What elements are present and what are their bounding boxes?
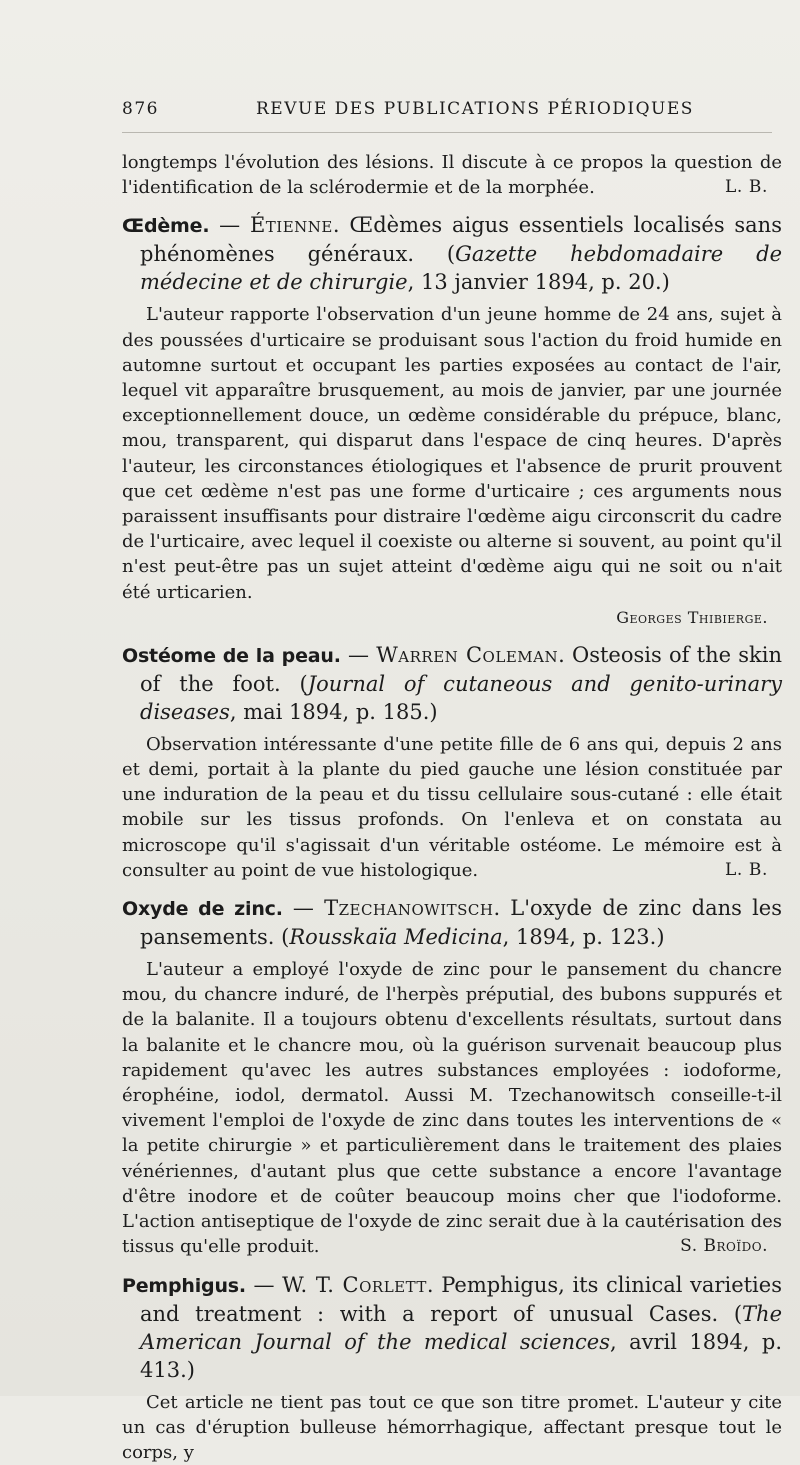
article-dash: — <box>246 1273 282 1297</box>
article-journal: Gazette hebdomadaire de médecine et de chirurgie <box>140 242 782 294</box>
article-journal: Journal of cutaneous and genito-urinary diseases <box>140 672 782 724</box>
article-body <box>122 957 782 1259</box>
article-body: L'auteur rapporte l'observation d'un jeune homme de 24 ans, sujet à des poussées d'urticaire se produisant sous l'action du froid humide en automne surtout et occupant les parties exposées au contact de l'air, lequel vit apparaître brusquement, au mois de janvier, par une journée exceptionnellement douce, un œdème considérable du prépuce, blanc, mou, transparent, qui disparut dans l'espace de cinq heures. D'après l'auteur, les circonstances étiologiques et l'absence de prurit prouvent que cet œdème n'est pas une forme d'urticaire ; ces arguments nous paraissent insuffisants pour distraire l'œdème aigu circonscrit du cadre de l'urticaire, avec lequel il coexiste ou alterne si souvent, au point qu'il n'est peut-être pas un sujet atteint d'œdème aigu qui ne soit ou n'ait été urticarien. <box>122 302 782 604</box>
article-heading <box>122 1271 782 1384</box>
article-body: Cet article ne tient pas tout ce que son titre promet. L'auteur y cite un cas d'éruption bulleuse hémorrhagique, affectant presque tout le corps, y <box>122 1390 782 1465</box>
article-heading <box>122 641 782 726</box>
article-citation: , mai 1894, p. 185.) <box>230 700 438 724</box>
article-title: . Œdèmes aigus essentiels localisés sans phénomènes généraux. ( <box>140 213 782 266</box>
article-dash: — <box>283 896 324 920</box>
article-citation: , avril 1894, p. 413.) <box>140 1330 782 1382</box>
article-keyword: Œdème. <box>122 215 209 237</box>
article-pemphigus <box>122 1271 782 1465</box>
article-keyword: Oxyde de zinc. <box>122 898 283 920</box>
article-heading <box>122 894 782 951</box>
intro-signature: L. B. <box>725 175 782 200</box>
article-signature <box>122 605 782 630</box>
intro-paragraph <box>122 150 782 200</box>
intro-text: longtemps l'évolution des lésions. Il discute à ce propos la question de l'identification de la sclérodermie et de la morphée. <box>122 152 782 198</box>
article-keyword: Ostéome de la peau. <box>122 645 341 667</box>
article-author: W. T. Corlett <box>282 1273 427 1297</box>
header-rule <box>122 132 772 133</box>
signature-text: Georges Thibierge. <box>616 608 768 627</box>
article-title: . L'oxyde de zinc dans les pansements. ( <box>140 896 782 949</box>
page-content <box>122 150 782 1465</box>
article-journal: Rousskaïa Medicina <box>289 925 502 949</box>
article-keyword: Pemphigus. <box>122 1275 246 1297</box>
article-citation: , 13 janvier 1894, p. 20.) <box>408 270 670 294</box>
article-body-text: L'auteur a employé l'oxyde de zinc pour le pansement du chancre mou, du chancre induré, de l'herpès préputial, des bubons suppurés et de la balanite. Il a toujours obtenu d'excellents résultats, surtout dans la balanite et le chancre mou, où la guérison survenait beaucoup plus rapidement qu'avec les autres substances employées : iodoforme, érophéine, iodol, dermatol. Aussi M. Tzechanowitsch conseille-t-il vivement l'emploi de l'oxyde de zinc dans toutes les interventions de « la petite chirurgie » et particulièrement dans le traitement des plaies vénériennes, d'autant plus que cette substance a encore l'avantage d'être inodore et de coûter beaucoup moins cher que l'iodoforme. L'action antiseptique de l'oxyde de zinc serait due à la cautérisation des tissus qu'elle produit. <box>122 959 782 1257</box>
article-signature: S. Broïdo. <box>656 1234 782 1259</box>
article-author: Étienne <box>250 213 333 237</box>
article-oedeme <box>122 211 782 629</box>
article-title: . Pemphigus, its clinical varieties and treatment : with a report of unusual Cases. ( <box>140 1273 782 1326</box>
article-dash: — <box>209 213 250 237</box>
article-body-text: Observation intéressante d'une petite fille de 6 ans qui, depuis 2 ans et demi, portait à la plante du pied gauche une lésion constituée par une induration de la peau et du tissu cellulaire sous-cutané : elle était mobile sur les tissus profonds. On l'enleva et on constata au microscope qu'il s'agissait d'un véritable ostéome. Le mémoire est à consulter au point de vue histologique. <box>122 734 782 881</box>
article-dash: — <box>341 643 376 667</box>
page-number: 876 <box>122 99 159 119</box>
article-osteome <box>122 641 782 883</box>
article-body <box>122 732 782 883</box>
article-heading <box>122 211 782 296</box>
article-journal: The American Journal of the medical sciences <box>140 1302 782 1354</box>
article-title: . Osteosis of the skin of the foot. ( <box>140 643 782 696</box>
article-oxyde-de-zinc <box>122 894 782 1259</box>
article-author: Warren Coleman <box>376 643 558 667</box>
article-author: Tzechanowitsch <box>324 896 493 920</box>
article-signature: L. B. <box>701 858 782 883</box>
running-title: REVUE DES PUBLICATIONS PÉRIODIQUES <box>256 99 694 119</box>
article-citation: , 1894, p. 123.) <box>503 925 665 949</box>
